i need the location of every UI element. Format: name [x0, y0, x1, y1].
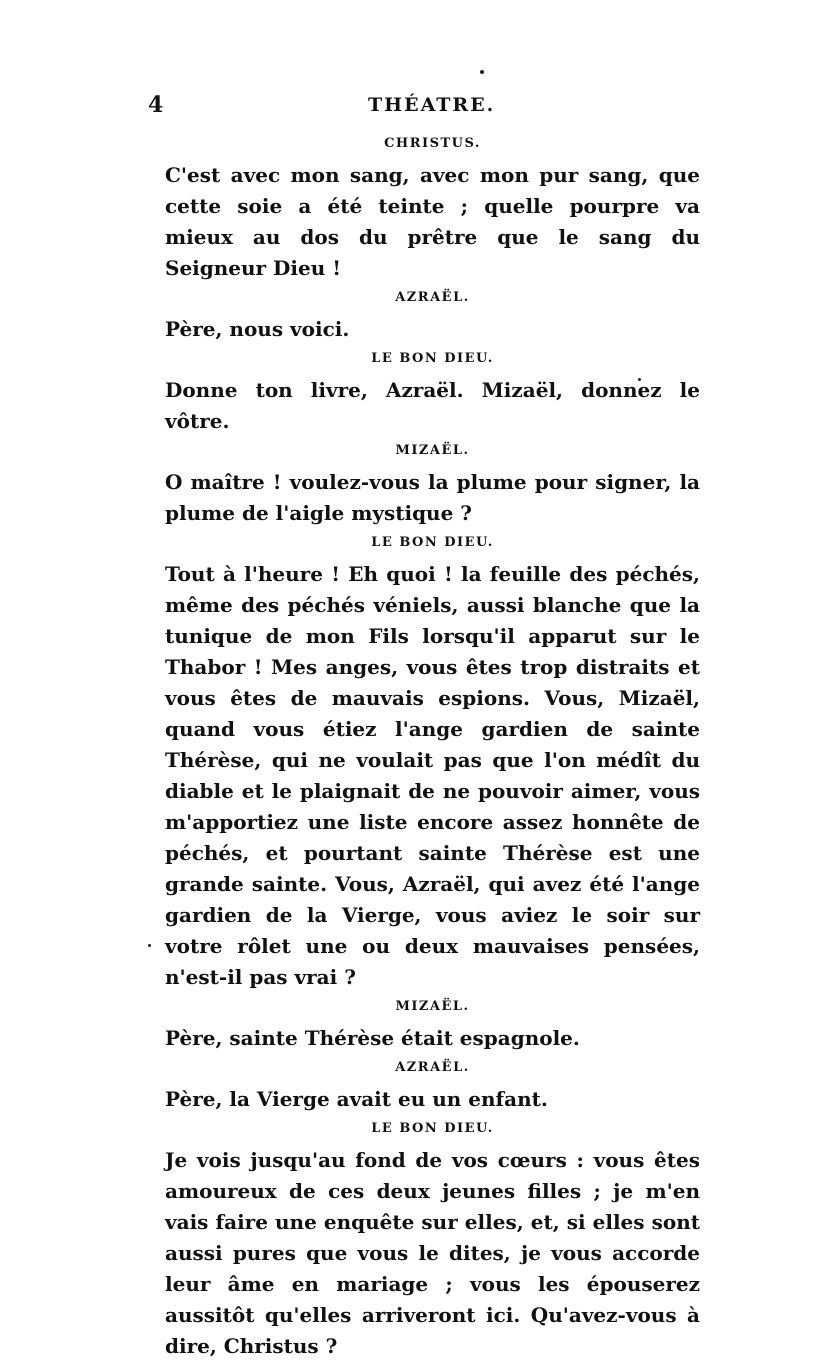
dialogue-block [165, 349, 700, 437]
speech-text: Père, nous voici. [165, 317, 350, 341]
speech-text: Père, la Vierge avait eu un enfant. [165, 1087, 548, 1111]
speaker-name: AZRAËL. [395, 290, 470, 305]
speaker-name: MIZAËL. [395, 443, 470, 458]
speech-text: Donne ton livre, Azraël. Mizaël, donnez le vôtre. [165, 378, 700, 433]
page-number: 4 [148, 92, 164, 118]
dialogue-block [165, 1058, 700, 1115]
speaker-name: MIZAËL. [395, 999, 470, 1014]
speech-text: Père, sainte Thérèse était espagnole. [165, 1026, 580, 1050]
speech-text: O maître ! voulez-vous la plume pour signer, la plume de l'aigle mystique ? [165, 470, 700, 525]
dialogue-block [165, 134, 700, 284]
print-speck [148, 944, 151, 947]
speech-text: C'est avec mon sang, avec mon pur sang, que cette soie a été teinte ; quelle pourpre va mieux au dos du prêtre que le sang du Seigneur Dieu ! [165, 163, 700, 280]
dialogue-block [165, 997, 700, 1054]
speaker-name: LE BON DIEU. [371, 535, 494, 550]
speech-text: Tout à l'heure ! Eh quoi ! la feuille des péchés, même des péchés véniels, aussi blanche que la tunique de mon Fils lorsqu'il apparut sur le Thabor ! Mes anges, vous êtes trop distraits et vous êtes de mauvais espions. Vous, Mizaël, quand vous étiez l'ange gardien de sainte Thérèse, qui ne voulait pas que l'on médît du diable et le plaignait de ne pouvoir aimer, vous m'apportiez une liste encore assez honnête de péchés, et pourtant sainte Thérèse est une grande sainte. Vous, Azraël, qui avez été l'ange gardien de la Vierge, vous aviez le soir sur votre rôlet une ou deux mauvaises pensées, n'est-il pas vrai ? [165, 562, 700, 989]
running-title: THÉATRE. [368, 94, 496, 116]
dialogue-block [165, 533, 700, 993]
speaker-name: LE BON DIEU. [371, 351, 494, 366]
dialogue-block [165, 441, 700, 529]
speaker-name: AZRAËL. [395, 1060, 470, 1075]
dialogue-block [165, 1119, 700, 1362]
page-header [148, 92, 700, 120]
speech-text: Je vois jusqu'au fond de vos cœurs : vous êtes amoureux de ces deux jeunes filles ; je m'en vais faire une enquête sur elles, et, si elles sont aussi pures que vous le dites, je vous accorde leur âme en mariage ; vous les épouserez aussitôt qu'elles arriveront ici. Qu'avez-vous à dire, Christus ? [165, 1148, 700, 1358]
speaker-name: CHRISTUS. [384, 136, 481, 151]
print-speck [480, 70, 484, 74]
speaker-name: LE BON DIEU. [371, 1121, 494, 1136]
play-text [165, 130, 700, 1366]
dialogue-block [165, 288, 700, 345]
